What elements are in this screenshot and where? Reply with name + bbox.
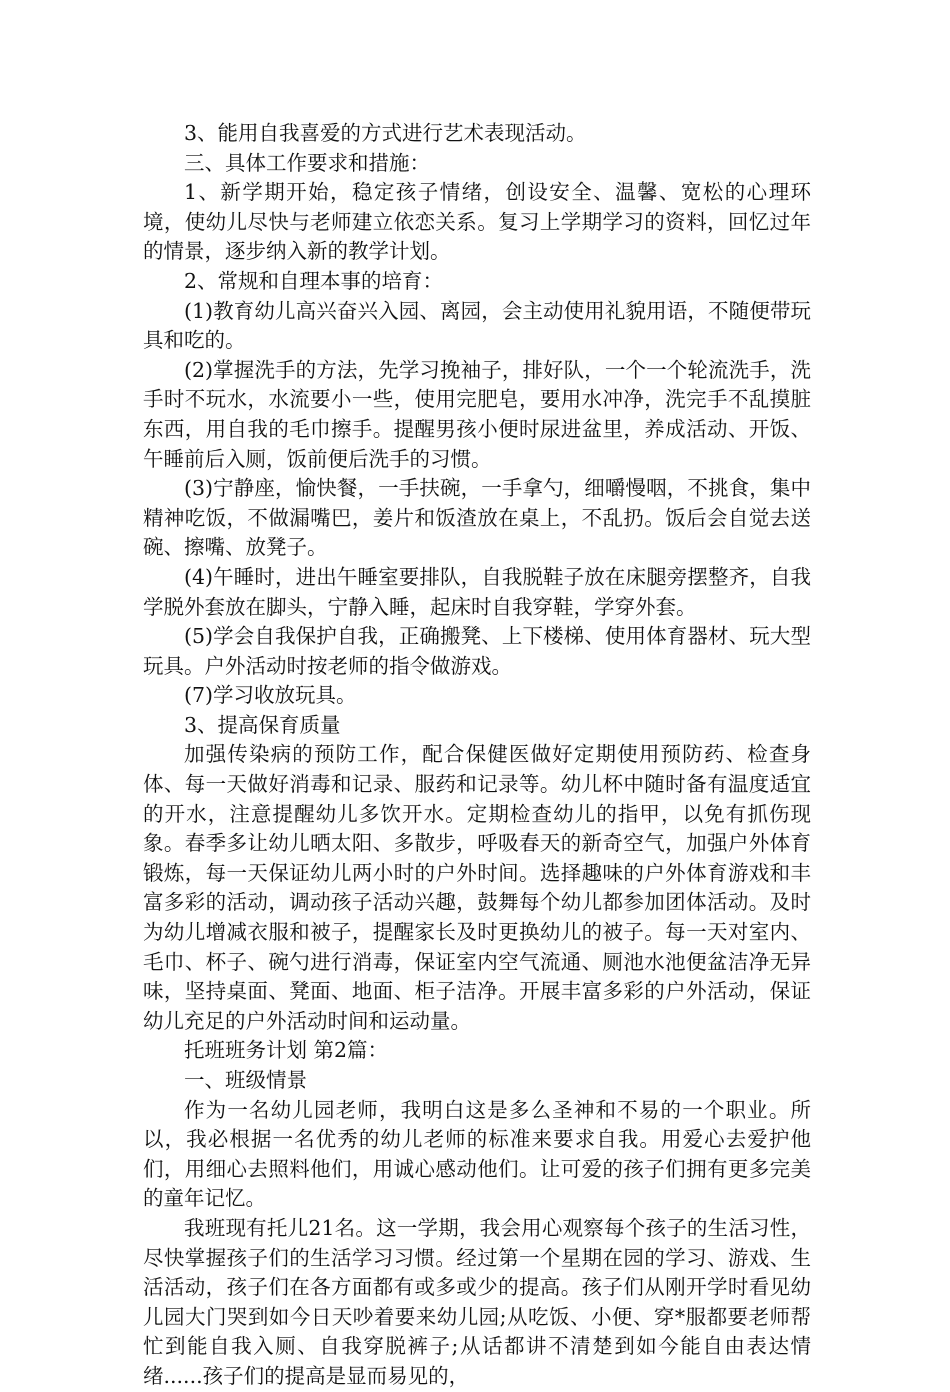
paragraph-item-5: (5)学会自我保护自我，正确搬凳、上下楼梯、使用体育器材、玩大型玩具。户外活动时按老师的指令做游戏。 [143,624,811,678]
paragraph-class-overview: 我班现有托儿21名。这一学期，我会用心观察每个孩子的生活习性，尽快掌握孩子们的生活学习习惯。经过第一个星期在园的学习、游戏、生活活动，孩子们在各方面都有或多或少的提高。孩子们从刚开学时看见幼儿园大门哭到如今日天吵着要来幼儿园;从吃饭、小便、穿*服都要老师帮忙到能自我入厕、自我穿脱裤子;从话都讲不清楚到如今能自由表达情绪......孩子们的提高是显而易见的， [143,1215,811,1388]
heading-care-quality: 3、提高保育质量 [184,712,341,737]
paragraph-item-3: (3)宁静座，愉快餐，一手扶碗，一手拿勺，细嚼慢咽，不挑食，集中精神吃饭，不做漏嘴巴，姜片和饭渣放在桌上，不乱扔。饭后会自觉去送碗、擦嘴、放凳子。 [143,476,811,560]
paragraph-item-4: (4)午睡时，进出午睡室要排队，自我脱鞋子放在床腿旁摆整齐，自我学脱外套放在脚头，宁静入睡，起床时自我穿鞋，学穿外套。 [143,564,811,619]
heading-class-situation: 一、班级情景 [184,1068,307,1092]
paragraph-disease-prevention: 加强传染病的预防工作，配合保健医做好定期使用预防药、检查身体、每一天做好消毒和记录、服药和记录等。幼儿杯中随时备有温度适宜的开水，注意提醒幼儿多饮开水。定期检查幼儿的指甲，以免有抓伤现象。春季多让幼儿晒太阳、多散步，呼吸春天的新奇空气，加强户外体育锻炼，每一天保证幼儿两小时的户外时间。选择趣味的户外体育游戏和丰富多彩的活动，调动孩子活动兴趣，鼓舞每个幼儿都参加团体活动。及时为幼儿增减衣服和被子，提醒家长及时更换幼儿的被子。每一天对室内、毛巾、杯子、碗勺进行消毒，保证室内空气流通、厕池水池便盆洁净无异味，坚持桌面、凳面、地面、柜子洁净。开展丰富多彩的户外活动，保证幼儿充足的户外活动时间和运动量。 [143,742,811,1033]
heading-routine-training: 2、常规和自理本事的培育： [184,268,444,293]
heading-work-requirements: 三、具体工作要求和措施： [184,150,430,175]
paragraph-item-1: (1)教育幼儿高兴奋兴入园、离园，会主动使用礼貌用语，不随便带玩具和吃的。 [143,298,811,353]
paragraph-item-2: (2)掌握洗手的方法，先学习挽袖子，排好队，一个一个轮流洗手，洗手时不玩水，水流要小一些，使用完肥皂，要用水冲净，洗完手不乱摸脏东西，用自我的毛巾擦手。提醒男孩小便时尿进盆里，养成活动、开饭、午睡前后入厕，饭前便后洗手的习惯。 [143,357,811,471]
paragraph-new-semester: 1、新学期开始，稳定孩子情绪，创设安全、温馨、宽松的心理环境，使幼儿尽快与老师建立依恋关系。复习上学期学习的资料，回忆过年的情景，逐步纳入新的教学计划。 [143,180,811,264]
heading-part-2: 托班班务计划 第2篇： [184,1038,389,1063]
paragraph-art-expression: 3、能用自我喜爱的方式进行艺术表现活动。 [184,121,587,145]
document-body [143,119,811,1392]
paragraph-item-7: (7)学习收放玩具。 [184,683,357,708]
paragraph-teacher-role: 作为一名幼儿园老师，我明白这是多么圣神和不易的一个职业。所以，我必根据一名优秀的幼儿老师的标准来要求自我。用爱心去爱护他们，用细心去照料他们，用诚心感动他们。让可爱的孩子们拥有更多完美的童年记忆。 [143,1097,811,1211]
